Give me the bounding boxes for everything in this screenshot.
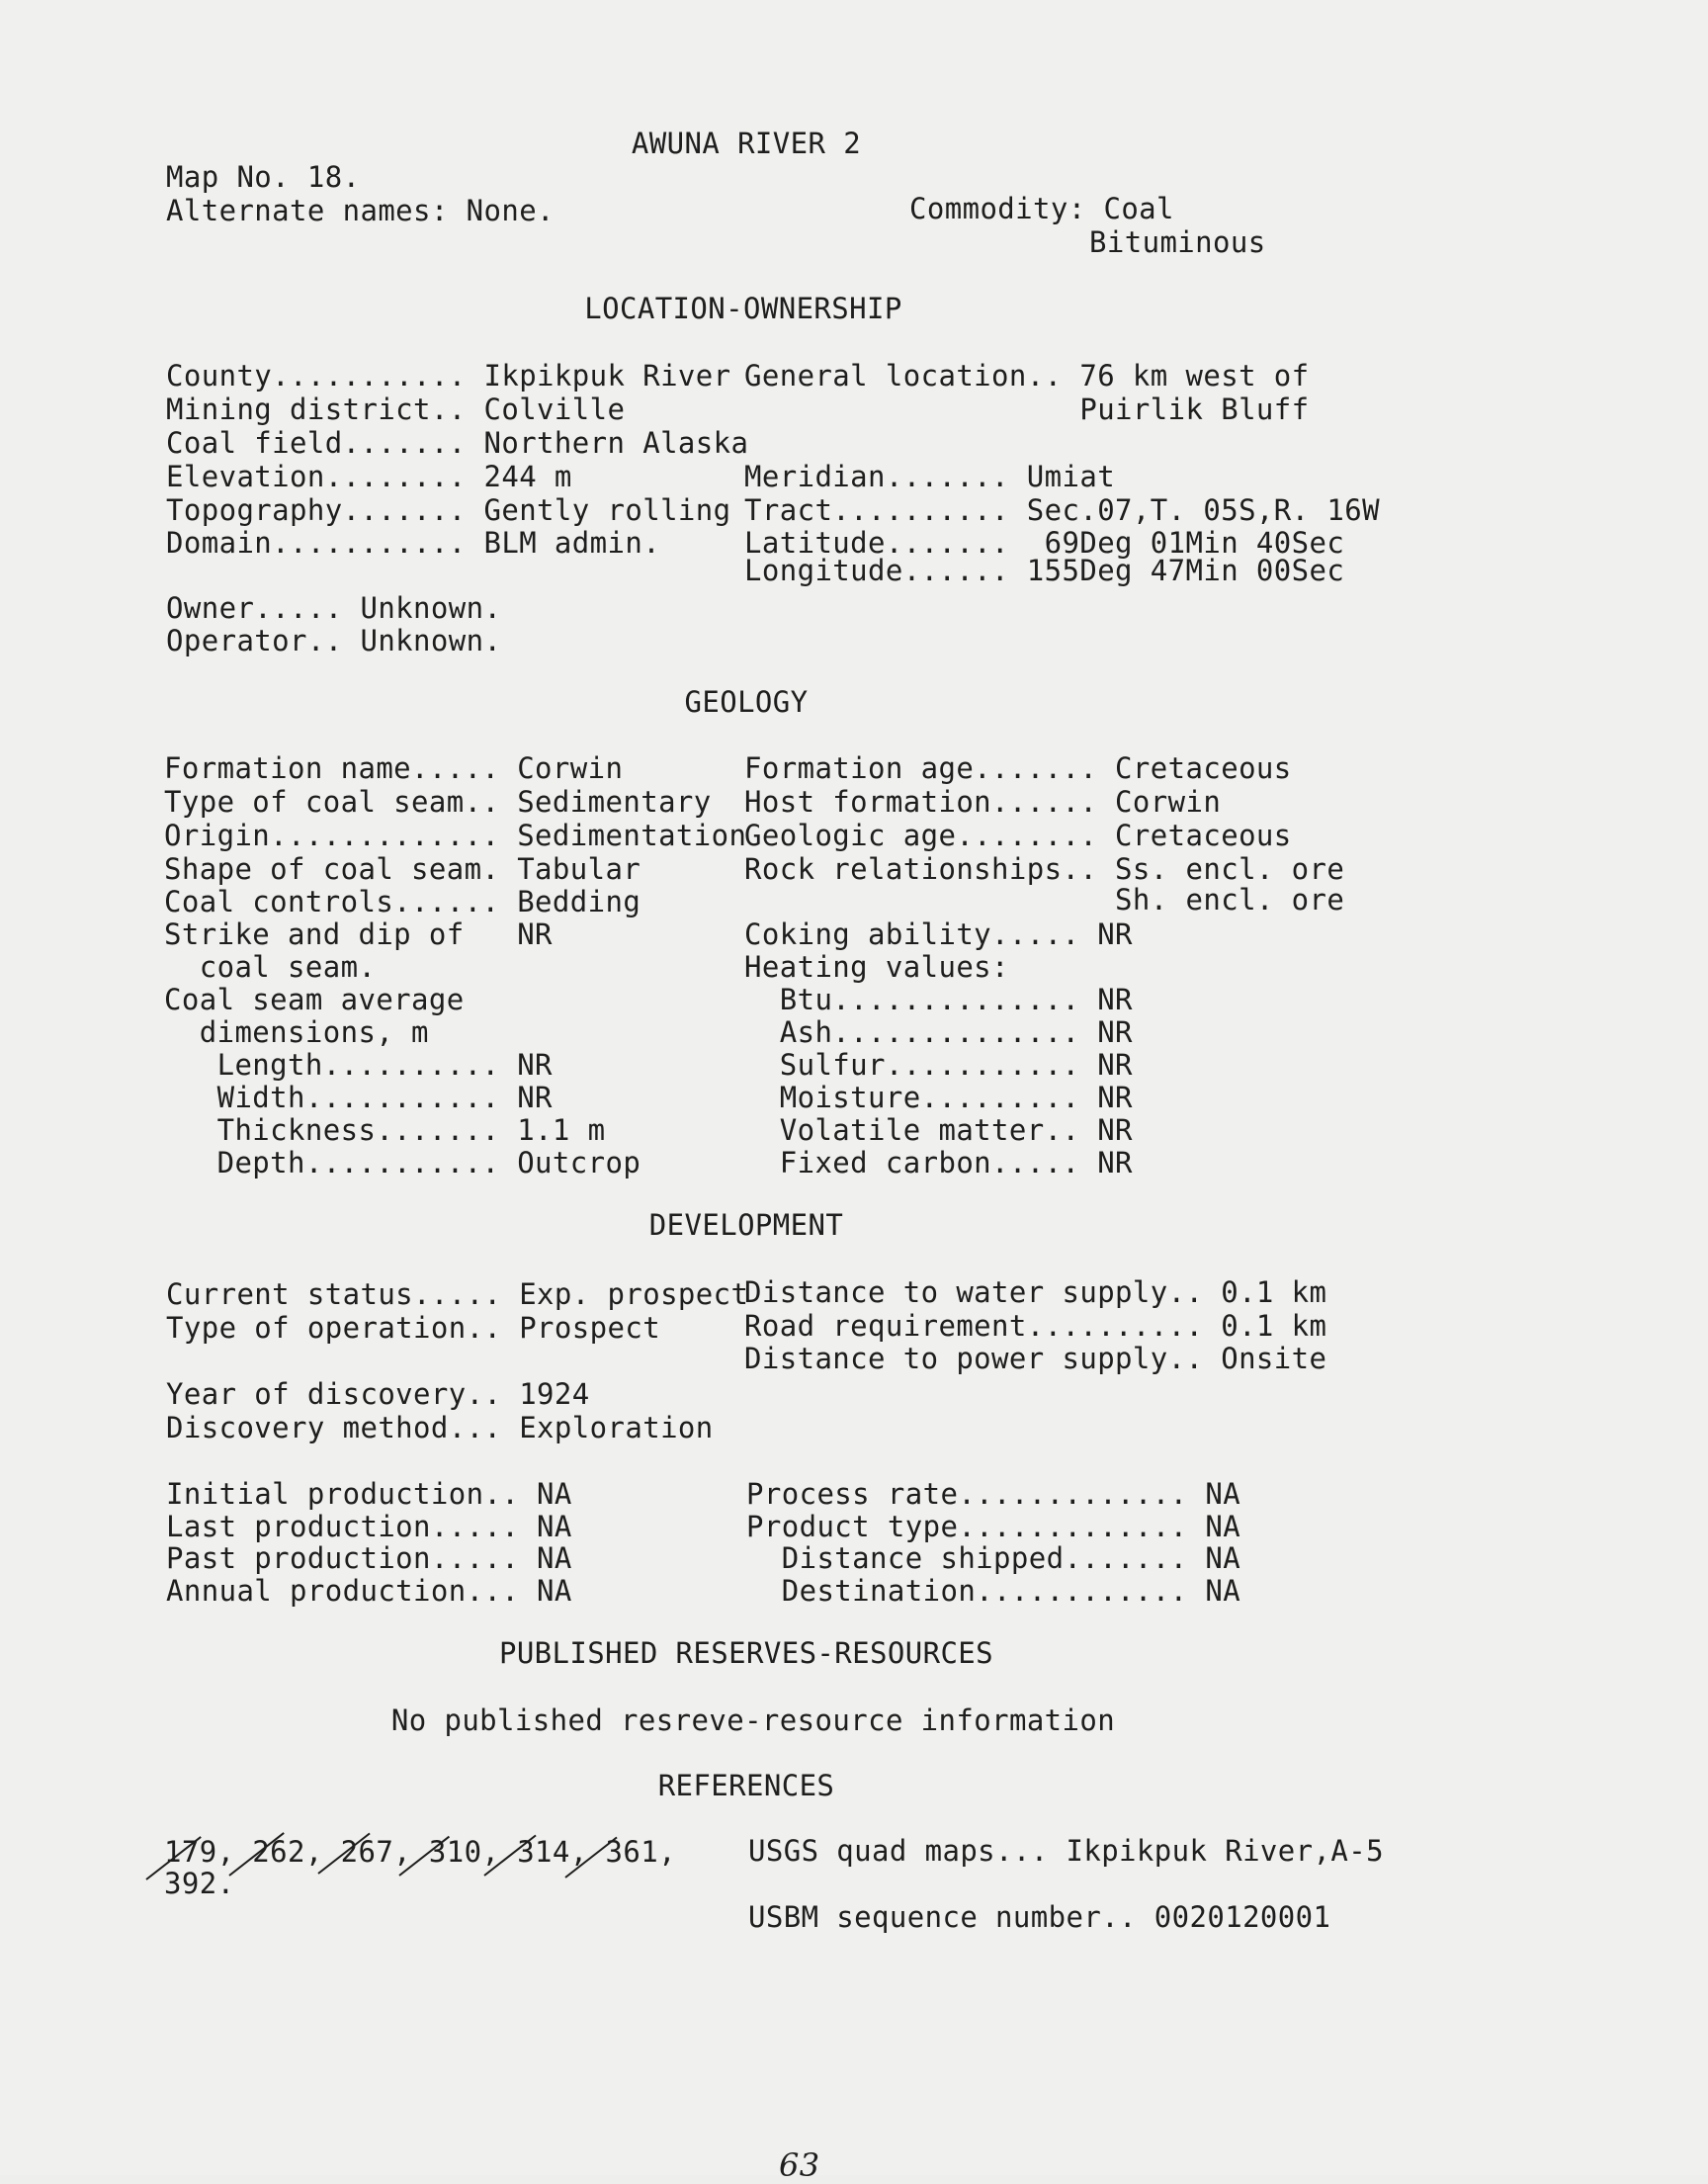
field-row: County........... Ikpikpuk River bbox=[166, 359, 731, 393]
field-row: Domain........... BLM admin. bbox=[166, 526, 661, 560]
field-row: Sh. encl. ore bbox=[744, 883, 1345, 917]
field-row: Topography....... Gently rolling bbox=[166, 493, 731, 527]
field-row: Btu.............. NR bbox=[744, 983, 1133, 1016]
field-row: Coal seam average bbox=[164, 983, 465, 1016]
field-row: Width........... NR bbox=[164, 1081, 553, 1114]
operator: Operator.. Unknown. bbox=[166, 624, 502, 657]
field-row: Puirlik Bluff bbox=[744, 393, 1310, 426]
field-row: Depth........... Outcrop bbox=[164, 1146, 641, 1179]
reference-list-line: 392. bbox=[164, 1867, 235, 1900]
field-row: Ash.............. NR bbox=[744, 1015, 1133, 1049]
field-row: Type of operation.. Prospect bbox=[166, 1311, 661, 1345]
section-heading-reserves: PUBLISHED RESERVES-RESOURCES bbox=[498, 1636, 994, 1670]
usgs-quad-maps: USGS quad maps... Ikpikpuk River,A-5 bbox=[748, 1834, 1384, 1868]
field-row: Type of coal seam.. Sedimentary bbox=[164, 785, 712, 819]
field-row: Current status..... Exp. prospect bbox=[166, 1277, 749, 1311]
usbm-sequence-number: USBM sequence number.. 0020120001 bbox=[748, 1900, 1331, 1934]
owner: Owner..... Unknown. bbox=[166, 591, 502, 625]
commodity-type: Bituminous bbox=[1089, 225, 1266, 259]
field-row: Coal controls...... Bedding bbox=[164, 885, 641, 918]
field-row: Mining district.. Colville bbox=[166, 393, 626, 426]
field-row: Last production..... NA bbox=[166, 1510, 572, 1543]
field-row: Formation age....... Cretaceous bbox=[744, 751, 1292, 785]
field-row: Formation name..... Corwin bbox=[164, 751, 624, 785]
field-row: coal seam. bbox=[164, 950, 377, 984]
field-row: Year of discovery.. 1924 bbox=[166, 1377, 590, 1411]
field-row: Heating values: bbox=[744, 950, 1009, 984]
field-row: Elevation........ 244 m bbox=[166, 460, 572, 493]
alternate-names: Alternate names: None. bbox=[166, 194, 555, 227]
section-heading-location: LOCATION-OWNERSHIP bbox=[584, 292, 902, 325]
field-row: Length.......... NR bbox=[164, 1048, 553, 1082]
field-row: Past production..... NA bbox=[166, 1541, 572, 1575]
field-row: Meridian....... Umiat bbox=[744, 460, 1116, 493]
field-row: Fixed carbon..... NR bbox=[744, 1146, 1133, 1179]
reserves-note: No published resreve-resource information bbox=[390, 1704, 1116, 1737]
field-row: Origin............. Sedimentation bbox=[164, 819, 747, 852]
field-row: Sulfur........... NR bbox=[744, 1048, 1133, 1082]
field-row: Tract.......... Sec.07,T. 05S,R. 16W bbox=[744, 493, 1380, 527]
field-row: Host formation...... Corwin bbox=[744, 785, 1222, 819]
record-title: AWUNA RIVER 2 bbox=[631, 127, 862, 160]
reference-list-line: 179, 262, 267, 310, 314, 361, bbox=[164, 1835, 676, 1869]
page-number: 63 bbox=[779, 2146, 820, 2184]
field-row: Discovery method... Exploration bbox=[166, 1411, 714, 1444]
field-row: General location.. 76 km west of bbox=[744, 359, 1310, 393]
field-row: Coking ability..... NR bbox=[744, 917, 1133, 951]
field-row: Distance to water supply.. 0.1 km bbox=[744, 1275, 1327, 1309]
map-number: Map No. 18. bbox=[166, 160, 361, 194]
commodity: Commodity: Coal bbox=[909, 192, 1174, 225]
field-row: Longitude...... 155Deg 47Min 00Sec bbox=[744, 554, 1345, 587]
field-row: Thickness....... 1.1 m bbox=[164, 1113, 606, 1147]
field-row: Strike and dip of NR bbox=[164, 917, 553, 951]
field-row: Coal field....... Northern Alaska bbox=[166, 426, 749, 460]
field-row: Product type............. NA bbox=[746, 1510, 1241, 1543]
field-row: Moisture......... NR bbox=[744, 1081, 1133, 1114]
field-row: Shape of coal seam. Tabular bbox=[164, 852, 641, 886]
field-row: Geologic age........ Cretaceous bbox=[744, 819, 1292, 852]
field-row: Distance to power supply.. Onsite bbox=[744, 1342, 1327, 1375]
section-heading-development: DEVELOPMENT bbox=[648, 1208, 844, 1242]
field-row: Destination............ NA bbox=[746, 1574, 1241, 1608]
field-row: Initial production.. NA bbox=[166, 1477, 572, 1511]
field-row: Distance shipped....... NA bbox=[746, 1541, 1241, 1575]
field-row: Volatile matter.. NR bbox=[744, 1113, 1133, 1147]
section-heading-geology: GEOLOGY bbox=[684, 685, 809, 719]
field-row: Annual production... NA bbox=[166, 1574, 572, 1608]
field-row: Process rate............. NA bbox=[746, 1477, 1241, 1511]
field-row: Latitude....... 69Deg 01Min 40Sec bbox=[744, 526, 1345, 560]
field-row: dimensions, m bbox=[164, 1015, 429, 1049]
section-heading-references: REFERENCES bbox=[657, 1769, 835, 1802]
field-row: Road requirement.......... 0.1 km bbox=[744, 1309, 1327, 1343]
field-row: Rock relationships.. Ss. encl. ore bbox=[744, 852, 1345, 886]
